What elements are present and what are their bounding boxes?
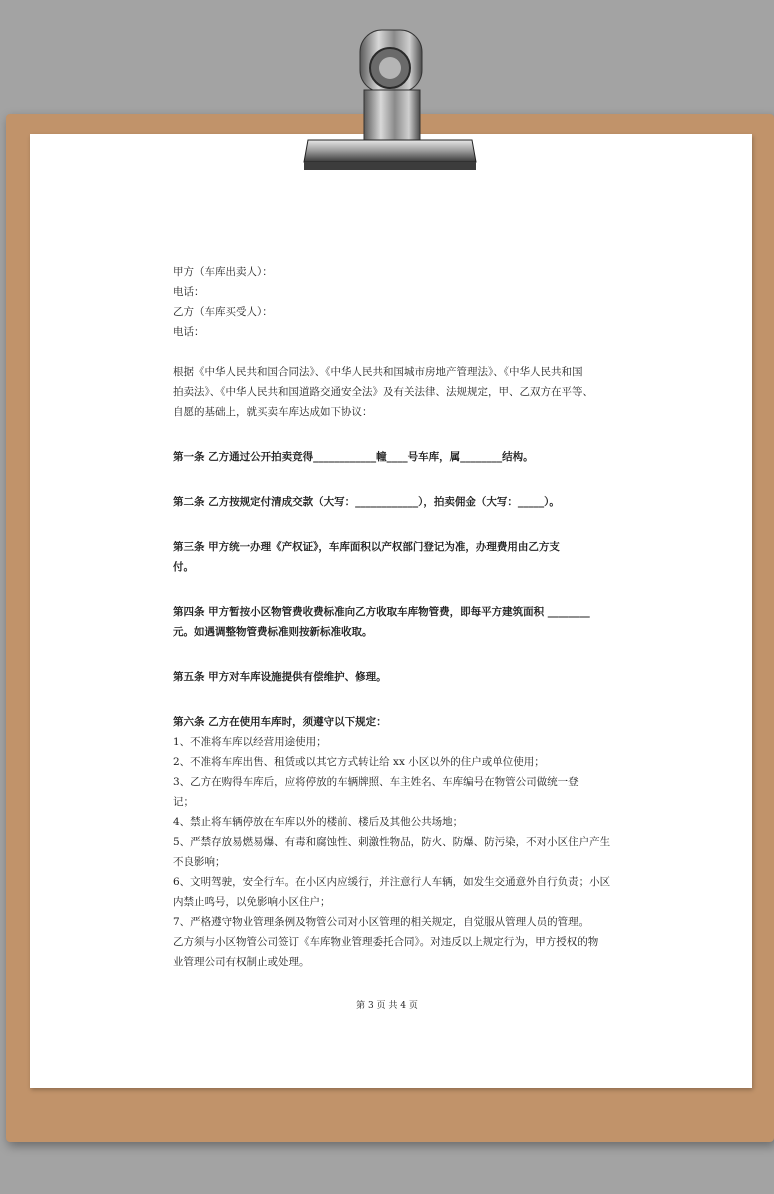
article-6-item: 业管理公司有权制止或处理。 xyxy=(173,956,310,968)
article-6-title: 第六条 乙方在使用车库时，须遵守以下规定： xyxy=(173,716,387,728)
article-5: 第五条 甲方对车库设施提供有偿维护、修理。 xyxy=(173,671,387,683)
contract-text xyxy=(173,262,609,972)
article-6-item: 记； xyxy=(173,796,194,808)
party-a-phone: 电话： xyxy=(173,286,205,298)
article-3-line: 付。 xyxy=(173,561,194,573)
article-6-item: 内禁止鸣号，以免影响小区住户； xyxy=(173,896,331,908)
article-6-item: 5、严禁存放易燃易爆、有毒和腐蚀性、刺激性物品，防火、防爆、防污染，不对小区住户产生 xyxy=(173,836,611,848)
article-1: 第一条 乙方通过公开拍卖竞得____________幢____号车库，属________结构。 xyxy=(173,451,534,463)
party-a-label: 甲方（车库出卖人）： xyxy=(173,266,273,278)
article-6-item: 6、文明驾驶，安全行车。在小区内应缓行，并注意行人车辆，如发生交通意外自行负责；小区 xyxy=(173,876,611,888)
party-b-phone: 电话： xyxy=(173,326,205,338)
article-6-item: 3、乙方在购得车库后，应将停放的车辆牌照、车主姓名、车库编号在物管公司做统一登 xyxy=(173,776,579,788)
article-4-line: 元。如遇调整物管费标准则按新标准收取。 xyxy=(173,626,373,638)
article-6-item: 4、禁止将车辆停放在车库以外的楼前、楼后及其他公共场地； xyxy=(173,816,464,828)
article-6-item: 乙方须与小区物管公司签订《车库物业管理委托合同》。对违反以上规定行为，甲方授权的物 xyxy=(173,936,599,948)
page-number: 第 3 页 共 4 页 xyxy=(356,1001,418,1011)
article-6-item: 2、不准将车库出售、租赁或以其它方式转让给 xx 小区以外的住户或单位使用； xyxy=(173,756,545,768)
article-2: 第二条 乙方按规定付清成交款（大写：____________），拍卖佣金（大写：_____）。 xyxy=(173,496,560,508)
article-6-item: 7、严格遵守物业管理条例及物管公司对小区管理的相关规定，自觉服从管理人员的管理。 xyxy=(173,916,590,928)
article-4-line: 第四条 甲方暂按小区物管费收费标准向乙方收取车库物管费，即每平方建筑面积 ________ xyxy=(173,606,590,618)
binder-clip-icon xyxy=(300,20,480,180)
preamble-line: 根据《中华人民共和国合同法》、《中华人民共和国城市房地产管理法》、《中华人民共和国 xyxy=(173,366,583,378)
preamble-line: 自愿的基础上，就买卖车库达成如下协议： xyxy=(173,406,373,418)
party-b-label: 乙方（车库买受人）： xyxy=(173,306,273,318)
article-6-item: 1、不准将车库以经营用途使用； xyxy=(173,736,327,748)
article-6-item: 不良影响； xyxy=(173,856,226,868)
article-3-line: 第三条 甲方统一办理《产权证》，车库面积以产权部门登记为准，办理费用由乙方支 xyxy=(173,541,560,553)
preamble-line: 拍卖法》、《中华人民共和国道路交通安全法》及有关法律、法规规定，甲、乙双方在平等、 xyxy=(173,386,593,398)
